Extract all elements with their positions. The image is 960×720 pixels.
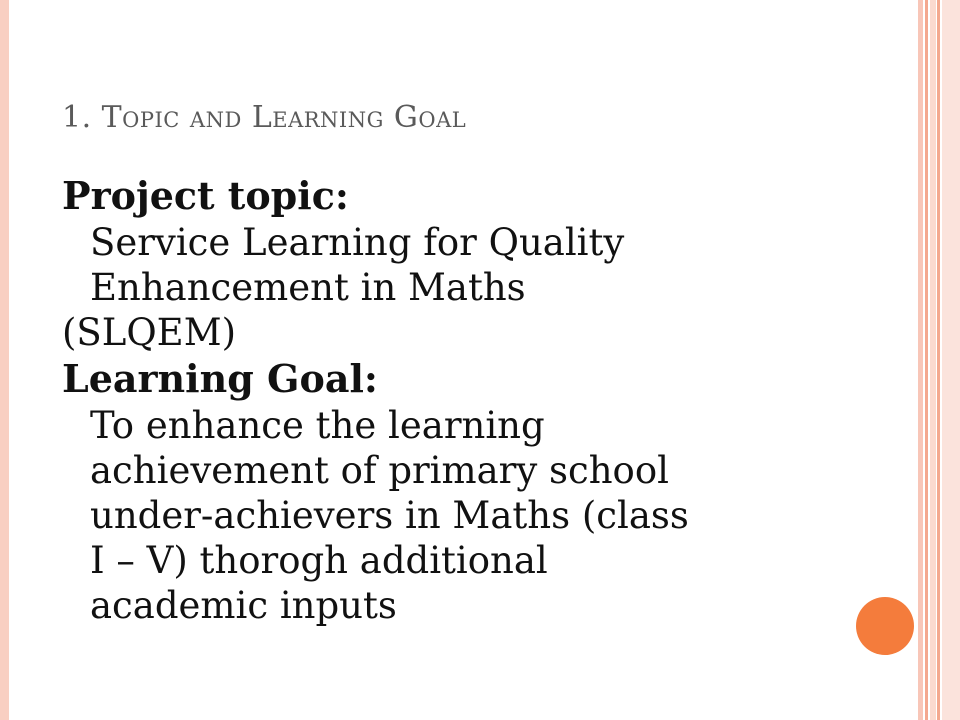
accent-circle bbox=[856, 597, 914, 655]
learning-goal-line: To enhance the learning bbox=[90, 404, 545, 447]
right-decorative-stripe bbox=[918, 0, 923, 720]
project-topic-line: Enhancement in Maths bbox=[90, 266, 526, 309]
project-topic-text bbox=[62, 220, 852, 355]
right-decorative-stripe bbox=[930, 0, 936, 720]
project-topic-line: (SLQEM) bbox=[62, 311, 237, 354]
right-decorative-stripe bbox=[942, 0, 960, 720]
right-decorative-stripe bbox=[925, 0, 928, 720]
project-topic-line: Service Learning for Quality bbox=[90, 221, 625, 264]
learning-goal-line: academic inputs bbox=[90, 584, 397, 627]
left-decorative-stripe bbox=[0, 0, 9, 720]
learning-goal-line: achievement of primary school bbox=[90, 449, 669, 492]
slide-title: 1. Topic and Learning Goal bbox=[62, 100, 467, 135]
right-decorative-stripe bbox=[937, 0, 940, 720]
slide-body bbox=[62, 172, 852, 628]
project-topic-heading: Project topic: bbox=[62, 173, 349, 218]
learning-goal-heading: Learning Goal: bbox=[62, 356, 378, 401]
learning-goal-text bbox=[62, 403, 852, 628]
learning-goal-line: under-achievers in Maths (class bbox=[90, 494, 689, 537]
learning-goal-line: I – V) thorogh additional bbox=[90, 539, 548, 582]
